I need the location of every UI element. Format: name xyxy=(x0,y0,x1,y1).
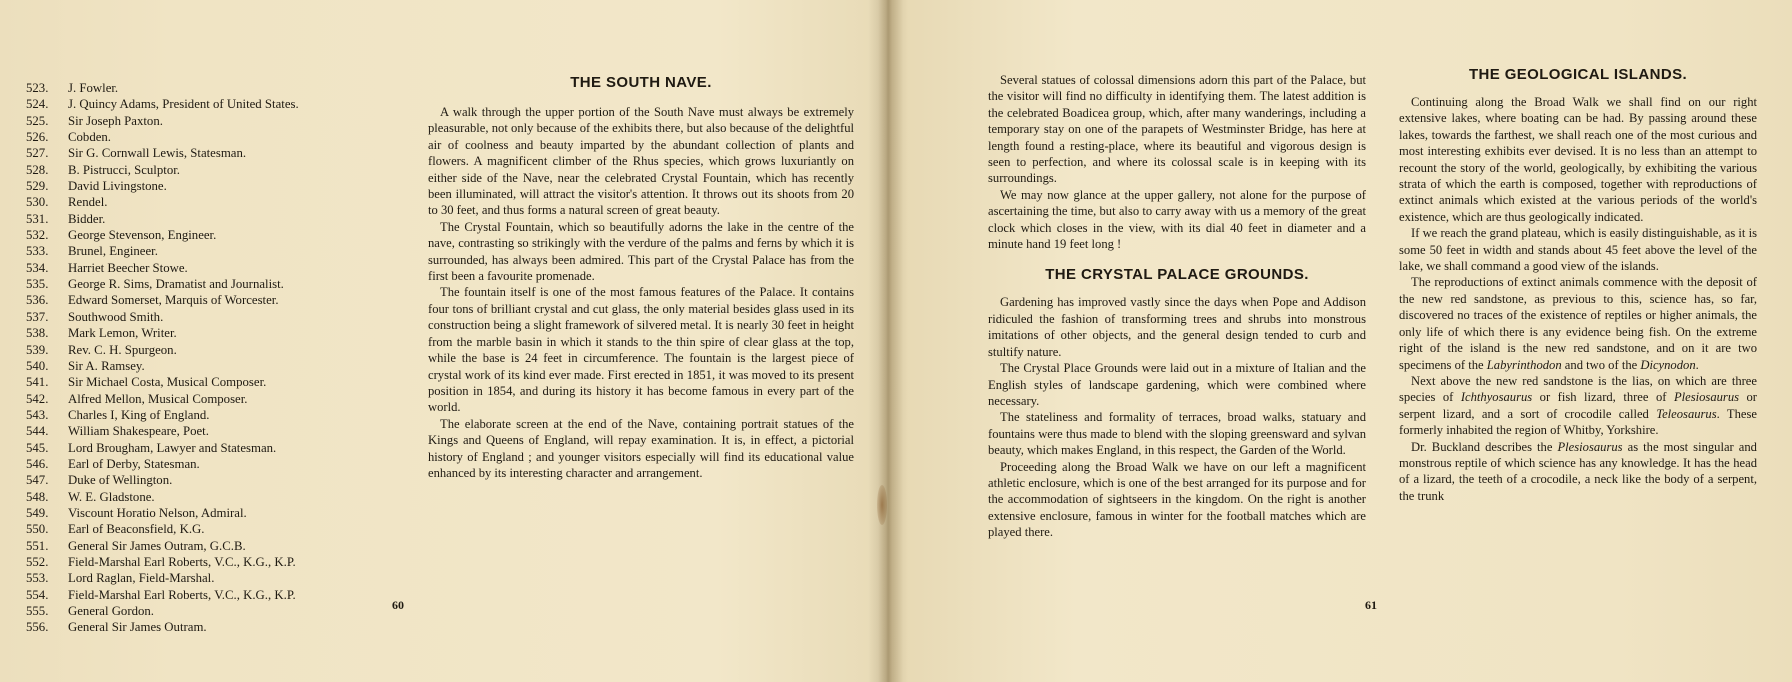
list-item-text: David Livingstone. xyxy=(68,179,167,194)
grounds-paragraph: Proceeding along the Broad Walk we have on our left a magnificent athletic enclosure, which is one of the best arranged for its purpose and for the accommodation of sightseers in the kingdom. On the right is another extensive enclosure, famous in winter for the football matches which are played there. xyxy=(988,459,1366,540)
list-item-number: 528. xyxy=(26,162,49,177)
list-item-number: 524. xyxy=(26,97,49,112)
list-item-text: Edward Somerset, Marquis of Worcester. xyxy=(68,293,279,308)
page-number-left: 60 xyxy=(392,598,404,612)
list-item-number: 529. xyxy=(26,179,49,194)
statues-section xyxy=(988,72,1366,541)
geological-paragraph: Continuing along the Broad Walk we shall find on our right extensive lakes, where boating can be had. By passing around these lakes, towards the farthest, we shall reach one of the most curious and most interesting exhibits ever devised. It is no less than an attempt to recount the story of the world, geologically, by exhibiting the various strata of which the earth is composed, together with reproductions of extinct animals which existed at the various periods of the world's existence, which are thus geologically indicated. xyxy=(1399,95,1757,224)
list-item-text: George R. Sims, Dramatist and Journalist. xyxy=(68,277,284,292)
geological-paragraph: If we reach the grand plateau, which is easily distinguishable, as it is some 50 feet in width and stands about 45 feet above the level of the lake, we shall command a good view of the islands. xyxy=(1399,226,1757,274)
list-item-text: General Gordon. xyxy=(68,604,154,618)
list-item xyxy=(26,211,416,227)
list-item-number: 530. xyxy=(26,195,49,210)
list-item-number: 540. xyxy=(26,358,49,373)
geological-section xyxy=(1399,66,1757,504)
list-item-number: 554. xyxy=(26,587,49,602)
list-item-text: Sir G. Cornwall Lewis, Statesman. xyxy=(68,146,247,161)
south-nave-paragraph: The elaborate screen at the end of the Nave, containing portrait statues of the Kings and Queens of England, will repay examination. It is, in effect, a pictorial history of England ; and younger visitors especially will find its educational value enhanced by its interesting character and arrangement. xyxy=(428,416,854,480)
south-nave-heading: THE SOUTH NAVE. xyxy=(570,74,712,91)
list-item-number: 543. xyxy=(26,407,49,422)
grounds-paragraph: Gardening has improved vastly since the days when Pope and Addison ridiculed the fashion of transforming trees and shrubs into monstrous imitations of other objects, and the general design tended to curb and stultify nature. xyxy=(988,295,1366,359)
list-item xyxy=(26,292,416,308)
list-item-text: Viscount Horatio Nelson, Admiral. xyxy=(68,505,247,520)
list-item-text: Duke of Wellington. xyxy=(68,473,173,488)
list-item-number: 526. xyxy=(26,130,49,145)
list-item xyxy=(26,129,416,145)
list-item-text: Field-Marshal Earl Roberts, V.C., K.G., K.P. xyxy=(68,587,296,602)
south-nave-paragraph: A walk through the upper portion of the South Nave must always be extremely pleasurable, not only because of the exhibits there, but also because of the delightful air of coolness and beauty imparted by the abundant collection of plants and flowers. A magnificent climber of the Rhus species, which grows luxuriantly on either side of the Nave, near the celebrated Crystal Fountain, which has recently been illuminated, will attract the visitor's attention. It throws out its shoots from 20 to 30 feet, and thus forms a natural screen of great beauty. xyxy=(428,105,854,218)
list-item xyxy=(26,554,416,570)
geological-paragraph: Next above the new red sandstone is the lias, on which are three species of Ichthyosaurus or fish lizard, three of Plesiosaurus or serpent lizard, and a sort of crocodile called Teleosaurus. These formerly inhabited the region of Whitby, Yorkshire. xyxy=(1399,373,1758,438)
list-item xyxy=(26,342,416,358)
list-item-text: Mark Lemon, Writer. xyxy=(68,326,177,341)
list-item-text: J. Fowler. xyxy=(68,81,119,95)
list-item-text: William Shakespeare, Poet. xyxy=(68,424,209,439)
list-item-text: Lord Raglan, Field-Marshal. xyxy=(68,571,215,586)
list-item xyxy=(26,309,416,325)
list-item-text: General Sir James Outram, G.C.B. xyxy=(68,538,246,553)
list-item xyxy=(26,80,416,96)
list-item xyxy=(26,456,416,472)
list-item-number: 553. xyxy=(26,571,49,586)
list-item xyxy=(26,113,416,129)
list-item-text: Rendel. xyxy=(68,195,108,210)
list-item xyxy=(26,587,416,603)
list-item-number: 544. xyxy=(26,424,49,439)
list-item-text: Bidder. xyxy=(68,211,106,226)
list-item xyxy=(26,440,416,456)
grounds-paragraph: The stateliness and formality of terraces, broad walks, statuary and fountains were thus made to blend with the sloping greensward and sylvan beauty, which makes England, in this respect, the Garden of the World. xyxy=(988,410,1366,458)
list-item xyxy=(26,260,416,276)
list-item-text: Southwood Smith. xyxy=(68,309,164,324)
geological-paragraph: The reproductions of extinct animals commence with the deposit of the new red sandstone, as previous to this, science has, so far, discovered no traces of the existence of reptiles or higher animals, the only life of which there is any evidence being fish. On the extreme right of the island is the new red sandstone, and on it are two specimens of the Labyrinthodon and two of the Dicynodon. xyxy=(1399,275,1757,372)
list-item-text: J. Quincy Adams, President of United States. xyxy=(68,97,299,112)
list-item-number: 537. xyxy=(26,309,49,324)
list-item-number: 555. xyxy=(26,604,49,618)
list-item-text: Earl of Beaconsfield, K.G. xyxy=(68,522,205,537)
list-item xyxy=(26,178,416,194)
list-item xyxy=(26,96,416,112)
statues-paragraph: We may now glance at the upper gallery, not alone for the purpose of ascertaining the time, but also to carry away with us a memory of the great clock which closes in the view, with its dial 40 feet in diameter and a minute hand 19 feet long ! xyxy=(988,187,1366,252)
list-item xyxy=(26,538,416,554)
list-item xyxy=(26,391,416,407)
list-item-number: 536. xyxy=(26,293,49,308)
list-item-text: Alfred Mellon, Musical Composer. xyxy=(68,391,248,406)
geological-heading: THE GEOLOGICAL ISLANDS. xyxy=(1468,66,1688,83)
list-item-number: 531. xyxy=(26,211,49,226)
list-item-number: 541. xyxy=(26,375,49,390)
list-item-number: 533. xyxy=(26,244,49,259)
list-item xyxy=(26,619,416,635)
left-page xyxy=(0,0,885,682)
list-item-number: 551. xyxy=(26,538,49,553)
list-item xyxy=(26,570,416,586)
south-nave-paragraph: The fountain itself is one of the most famous features of the Palace. It contains four tons of brilliant crystal and cut glass, the only material besides glass used in its construction being a slight framework of silvered metal. It is nearly 30 feet in height from the marble basin in which it stands to the thin spire of clear glass at the top, while the base is 24 feet in circumference. The fountain is the largest piece of crystal work of its kind ever made. First erected in 1851, it was moved to its present position in 1854, and during its history it has become famous in every part of the world. xyxy=(428,285,854,415)
south-nave-section xyxy=(428,74,854,481)
list-item-number: 545. xyxy=(26,440,49,455)
list-item xyxy=(26,489,416,505)
list-item xyxy=(26,423,416,439)
right-page xyxy=(885,0,1792,682)
list-item-number: 523. xyxy=(26,81,49,95)
list-item-number: 550. xyxy=(26,522,49,537)
list-item-text: W. E. Gladstone. xyxy=(68,489,155,504)
list-item xyxy=(26,407,416,423)
list-item-text: Rev. C. H. Spurgeon. xyxy=(68,342,177,357)
list-item xyxy=(26,145,416,161)
list-item-number: 546. xyxy=(26,456,49,471)
list-item xyxy=(26,472,416,488)
list-item-number: 535. xyxy=(26,277,49,292)
list-item-number: 542. xyxy=(26,391,49,406)
list-item-number: 556. xyxy=(26,620,49,635)
geological-paragraph: Dr. Buckland describes the Plesiosaurus as the most singular and monstrous reptile of which science has any knowledge. It has the head of a lizard, the teeth of a crocodile, a neck like the body of a serpent, the trunk xyxy=(1399,439,1757,503)
list-item-number: 549. xyxy=(26,505,49,520)
list-item xyxy=(26,603,416,619)
list-item-number: 525. xyxy=(26,113,49,128)
list-item-text: General Sir James Outram. xyxy=(68,620,207,635)
list-item-text: George Stevenson, Engineer. xyxy=(68,228,217,243)
list-item-number: 547. xyxy=(26,473,49,488)
list-item xyxy=(26,325,416,341)
list-item xyxy=(26,374,416,390)
statue-list xyxy=(26,80,416,636)
list-item xyxy=(26,243,416,259)
south-nave-paragraph: The Crystal Fountain, which so beautifully adorns the lake in the centre of the nave, contrasting so strikingly with the verdure of the palms and ferns by which it is surrounded, has always been admired. This part of the Crystal Palace has from the first been a favourite promenade. xyxy=(428,219,854,284)
grounds-heading: THE CRYSTAL PALACE GROUNDS. xyxy=(1045,266,1309,284)
list-item-text: Sir Michael Costa, Musical Composer. xyxy=(68,375,267,390)
list-item-text: Sir Joseph Paxton. xyxy=(68,113,163,128)
list-item-text: Cobden. xyxy=(68,130,112,145)
list-item xyxy=(26,505,416,521)
list-item-number: 538. xyxy=(26,326,49,341)
statues-paragraph: Several statues of colossal dimensions adorn this part of the Palace, but the visitor will find no difficulty in identifying them. The latest addition is the celebrated Boadicea group, which, after many wanderings, including a temporary stay on one of the parapets of Westminster Bridge, has here at length found a resting-place, where its beautiful and vigorous design is seen to perfection, and where its colossal scale is in keeping with its surroundings. xyxy=(988,73,1366,186)
list-item-text: Charles I, King of England. xyxy=(68,407,210,422)
list-item xyxy=(26,162,416,178)
list-item xyxy=(26,358,416,374)
list-item xyxy=(26,276,416,292)
list-item-text: Brunel, Engineer. xyxy=(68,244,158,259)
list-item-text: Field-Marshal Earl Roberts, V.C., K.G., K.P. xyxy=(68,554,296,569)
list-item-number: 552. xyxy=(26,554,49,569)
list-item-text: B. Pistrucci, Sculptor. xyxy=(68,162,180,177)
list-item-number: 548. xyxy=(26,489,49,504)
list-item-number: 527. xyxy=(26,146,49,161)
list-item xyxy=(26,521,416,537)
list-item xyxy=(26,227,416,243)
list-item-number: 532. xyxy=(26,228,49,243)
list-item-text: Sir A. Ramsey. xyxy=(68,358,145,373)
list-item-number: 539. xyxy=(26,342,49,357)
list-item xyxy=(26,194,416,210)
list-item-text: Lord Brougham, Lawyer and Statesman. xyxy=(68,440,277,455)
list-item-text: Earl of Derby, Statesman. xyxy=(68,456,200,471)
list-item-number: 534. xyxy=(26,260,49,275)
list-item-text: Harriet Beecher Stowe. xyxy=(68,260,188,275)
page-number-right: 61 xyxy=(1365,598,1377,612)
grounds-paragraph: The Crystal Place Grounds were laid out in a mixture of Italian and the English styles of landscape gardening, which were combined where necessary. xyxy=(988,361,1366,408)
